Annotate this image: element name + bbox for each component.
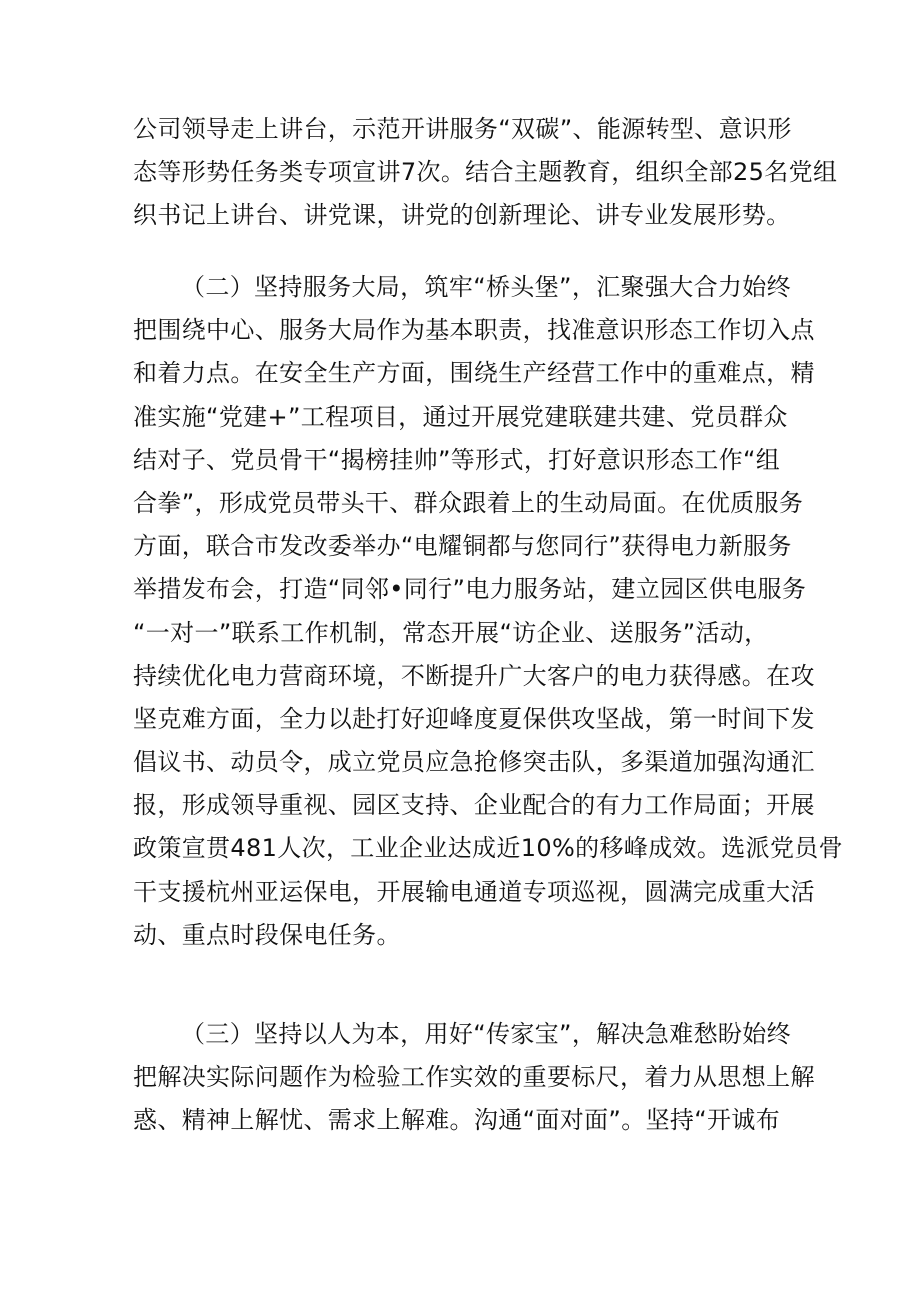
section-heading-line: （二）坚持服务大局，筑牢“桥头堡”，汇聚强大合力始终 xyxy=(181,273,791,301)
text-line: 惑、精神上解忧、需求上解难。沟通“面对面”。坚持“开诚布 xyxy=(133,1106,781,1135)
text-line: 报，形成领导重视、园区支持、企业配合的有力工作局面；开展 xyxy=(133,791,815,820)
text-line: 方面，联合市发改委举办“电耀铜都与您同行”获得电力新服务 xyxy=(133,532,792,561)
text-line: 结对子、党员骨干“揭榜挂帅”等形式，打好意识形态工作“组 xyxy=(133,445,781,474)
text-line: 和着力点。在安全生产方面，围绕生产经营工作中的重难点，精 xyxy=(133,359,815,388)
section-heading-line: （三）坚持以人为本，用好“传家宝”，解决急难愁盼始终 xyxy=(181,1020,791,1048)
text-line: 干支援杭州亚运保电，开展输电通道专项巡视，圆满完成重大活 xyxy=(133,877,815,906)
text-line: 态等形势任务类专项宣讲7次。结合主题教育，组织全部25名党组 xyxy=(133,158,838,187)
text-line: 准实施“党建+”工程项目，通过开展党建联建共建、党员群众 xyxy=(133,402,788,431)
text-line: 把围绕中心、服务大局作为基本职责，找准意识形态工作切入点 xyxy=(133,316,815,345)
text-line: 举措发布会，打造“同邻•同行”电力服务站，建立园区供电服务 xyxy=(133,575,807,604)
text-line: 动、重点时段保电任务。 xyxy=(133,920,401,949)
text-line: 把解决实际问题作为检验工作实效的重要标尺，着力从思想上解 xyxy=(133,1063,815,1092)
text-line: 持续优化电力营商环境，不断提升广大客户的电力获得感。在攻 xyxy=(133,661,815,690)
text-line: 政策宣贯481人次，工业企业达成近10%的移峰成效。选派党员骨 xyxy=(133,834,844,863)
text-line: 合拳”，形成党员带头干、群众跟着上的生动局面。在优质服务 xyxy=(133,488,804,517)
text-line: 倡议书、动员令，成立党员应急抢修突击队，多渠道加强沟通汇 xyxy=(133,748,815,777)
text-line: 坚克难方面，全力以赴打好迎峰度夏保供攻坚战，第一时间下发 xyxy=(133,704,815,733)
text-line: “一对一”联系工作机制，常态开展“访企业、送服务”活动， xyxy=(133,618,769,647)
text-line: 织书记上讲台、讲党课，讲党的创新理论、讲专业发展形势。 xyxy=(133,201,791,230)
paragraph-3 xyxy=(133,1013,815,1143)
paragraph-1 xyxy=(133,108,838,238)
text-line: 公司领导走上讲台，示范开讲服务“双碳”、能源转型、意识形 xyxy=(133,115,792,143)
paragraph-2 xyxy=(133,266,844,957)
